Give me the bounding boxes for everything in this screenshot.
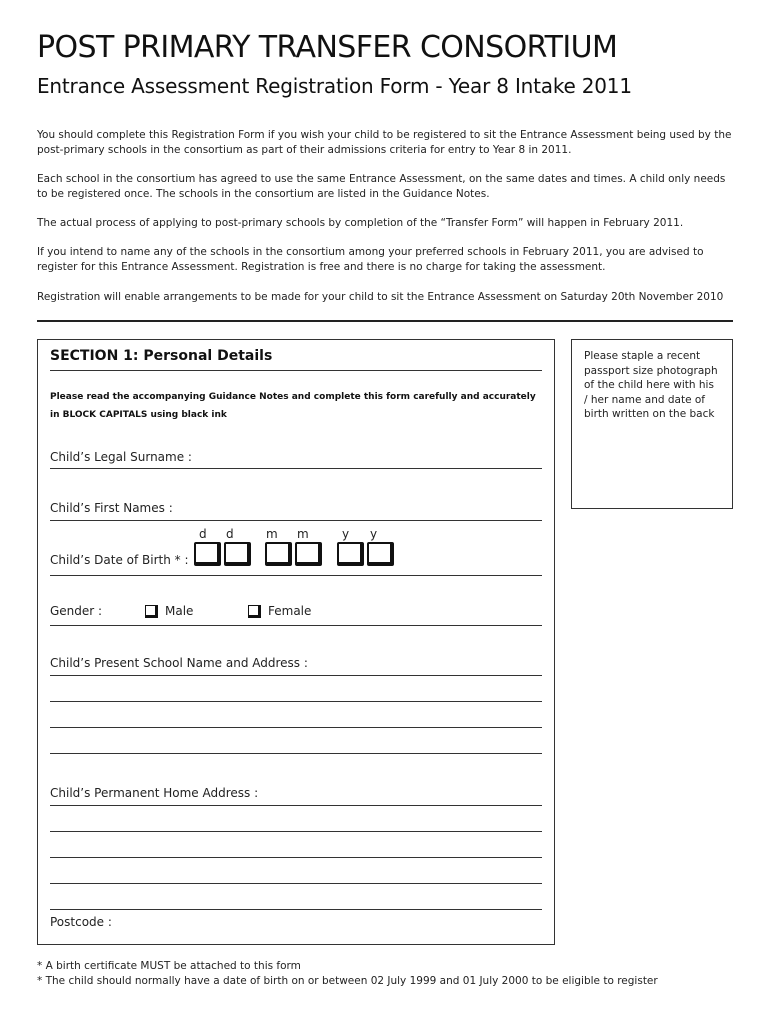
home-address-line-5[interactable] <box>50 909 542 910</box>
form-subtitle: Entrance Assessment Registration Form - Year 8 Intake 2011 <box>37 74 632 98</box>
home-address-line-4[interactable] <box>50 883 542 884</box>
intro-paragraph-1: You should complete this Registration Form if you wish your child to be registered to sit the Entrance Assessment being used by the post-primary schools in the consortium as part of their admissions criteria for entry to Year 8 in 2011. <box>37 129 732 156</box>
intro-paragraph-4: If you intend to name any of the schools in the consortium among your preferred schools in February 2011, you are advised to register for this Entrance Assessment. Registration is free and there is no charge for taking the assessment. <box>37 246 704 273</box>
intro-paragraph-5: Registration will enable arrangements to be made for your child to sit the Entrance Assessment on Saturday 20th November 2010 <box>37 291 724 303</box>
dob-letter-m2: m <box>297 527 309 541</box>
school-address-line-3[interactable] <box>50 727 542 728</box>
first-names-input-line[interactable] <box>50 520 542 521</box>
dob-letter-y2: y <box>370 527 378 541</box>
home-address-line-1[interactable] <box>50 805 542 806</box>
gender-male-checkbox[interactable] <box>145 605 158 618</box>
home-address-line-2[interactable] <box>50 831 542 832</box>
gender-underline <box>50 625 542 626</box>
section-1-instructions: Please read the accompanying Guidance Notes and complete this form carefully and accurately in BLOCK CAPITALS using black ink <box>50 392 536 420</box>
postcode-label: Postcode : <box>50 915 112 929</box>
home-address-line-3[interactable] <box>50 857 542 858</box>
dob-day-digit-2-box[interactable] <box>224 542 251 566</box>
school-address-label: Child’s Present School Name and Address : <box>50 656 308 670</box>
dob-underline <box>50 575 542 576</box>
header-divider <box>37 320 733 322</box>
first-names-label: Child’s First Names : <box>50 501 173 515</box>
gender-female-checkbox[interactable] <box>248 605 261 618</box>
gender-male-label: Male <box>165 604 194 618</box>
dob-letter-m1: m <box>266 527 278 541</box>
surname-label: Child’s Legal Surname : <box>50 450 192 464</box>
section-1-title: SECTION 1: Personal Details <box>50 348 273 364</box>
footnote-eligibility: * The child should normally have a date of birth on or between 02 July 1999 and 01 July 2000 to be eligible to register <box>37 975 658 987</box>
footnote-birth-certificate: * A birth certificate MUST be attached to this form <box>37 960 301 972</box>
section-title-underline <box>50 370 542 371</box>
dob-letter-d1: d <box>199 527 207 541</box>
dob-month-digit-2-box[interactable] <box>295 542 322 566</box>
intro-paragraph-3: The actual process of applying to post-primary schools by completion of the “Transfer Form” will happen in February 2011. <box>37 217 684 229</box>
home-address-label: Child’s Permanent Home Address : <box>50 786 259 800</box>
dob-day-digit-1-box[interactable] <box>194 542 221 566</box>
gender-label: Gender : <box>50 604 103 618</box>
gender-female-label: Female <box>268 604 312 618</box>
school-address-line-4[interactable] <box>50 753 542 754</box>
dob-year-digit-2-box[interactable] <box>367 542 394 566</box>
intro-paragraph-2: Each school in the consortium has agreed to use the same Entrance Assessment, on the same dates and times. A child only needs to be registered once. The schools in the consortium are listed in the Guidance Notes. <box>37 173 726 200</box>
school-address-line-1[interactable] <box>50 675 542 676</box>
dob-year-digit-1-box[interactable] <box>337 542 364 566</box>
dob-month-digit-1-box[interactable] <box>265 542 292 566</box>
surname-input-line[interactable] <box>50 468 542 469</box>
school-address-line-2[interactable] <box>50 701 542 702</box>
dob-letter-d2: d <box>226 527 234 541</box>
form-title: POST PRIMARY TRANSFER CONSORTIUM <box>37 30 618 65</box>
photo-instructions: Please staple a recent passport size photograph of the child here with his / her name and date of birth written on the back <box>584 350 718 420</box>
dob-label: Child’s Date of Birth * : <box>50 553 189 567</box>
dob-letter-y1: y <box>342 527 350 541</box>
photo-placeholder[interactable] <box>571 339 733 509</box>
section-1-box <box>37 339 555 945</box>
